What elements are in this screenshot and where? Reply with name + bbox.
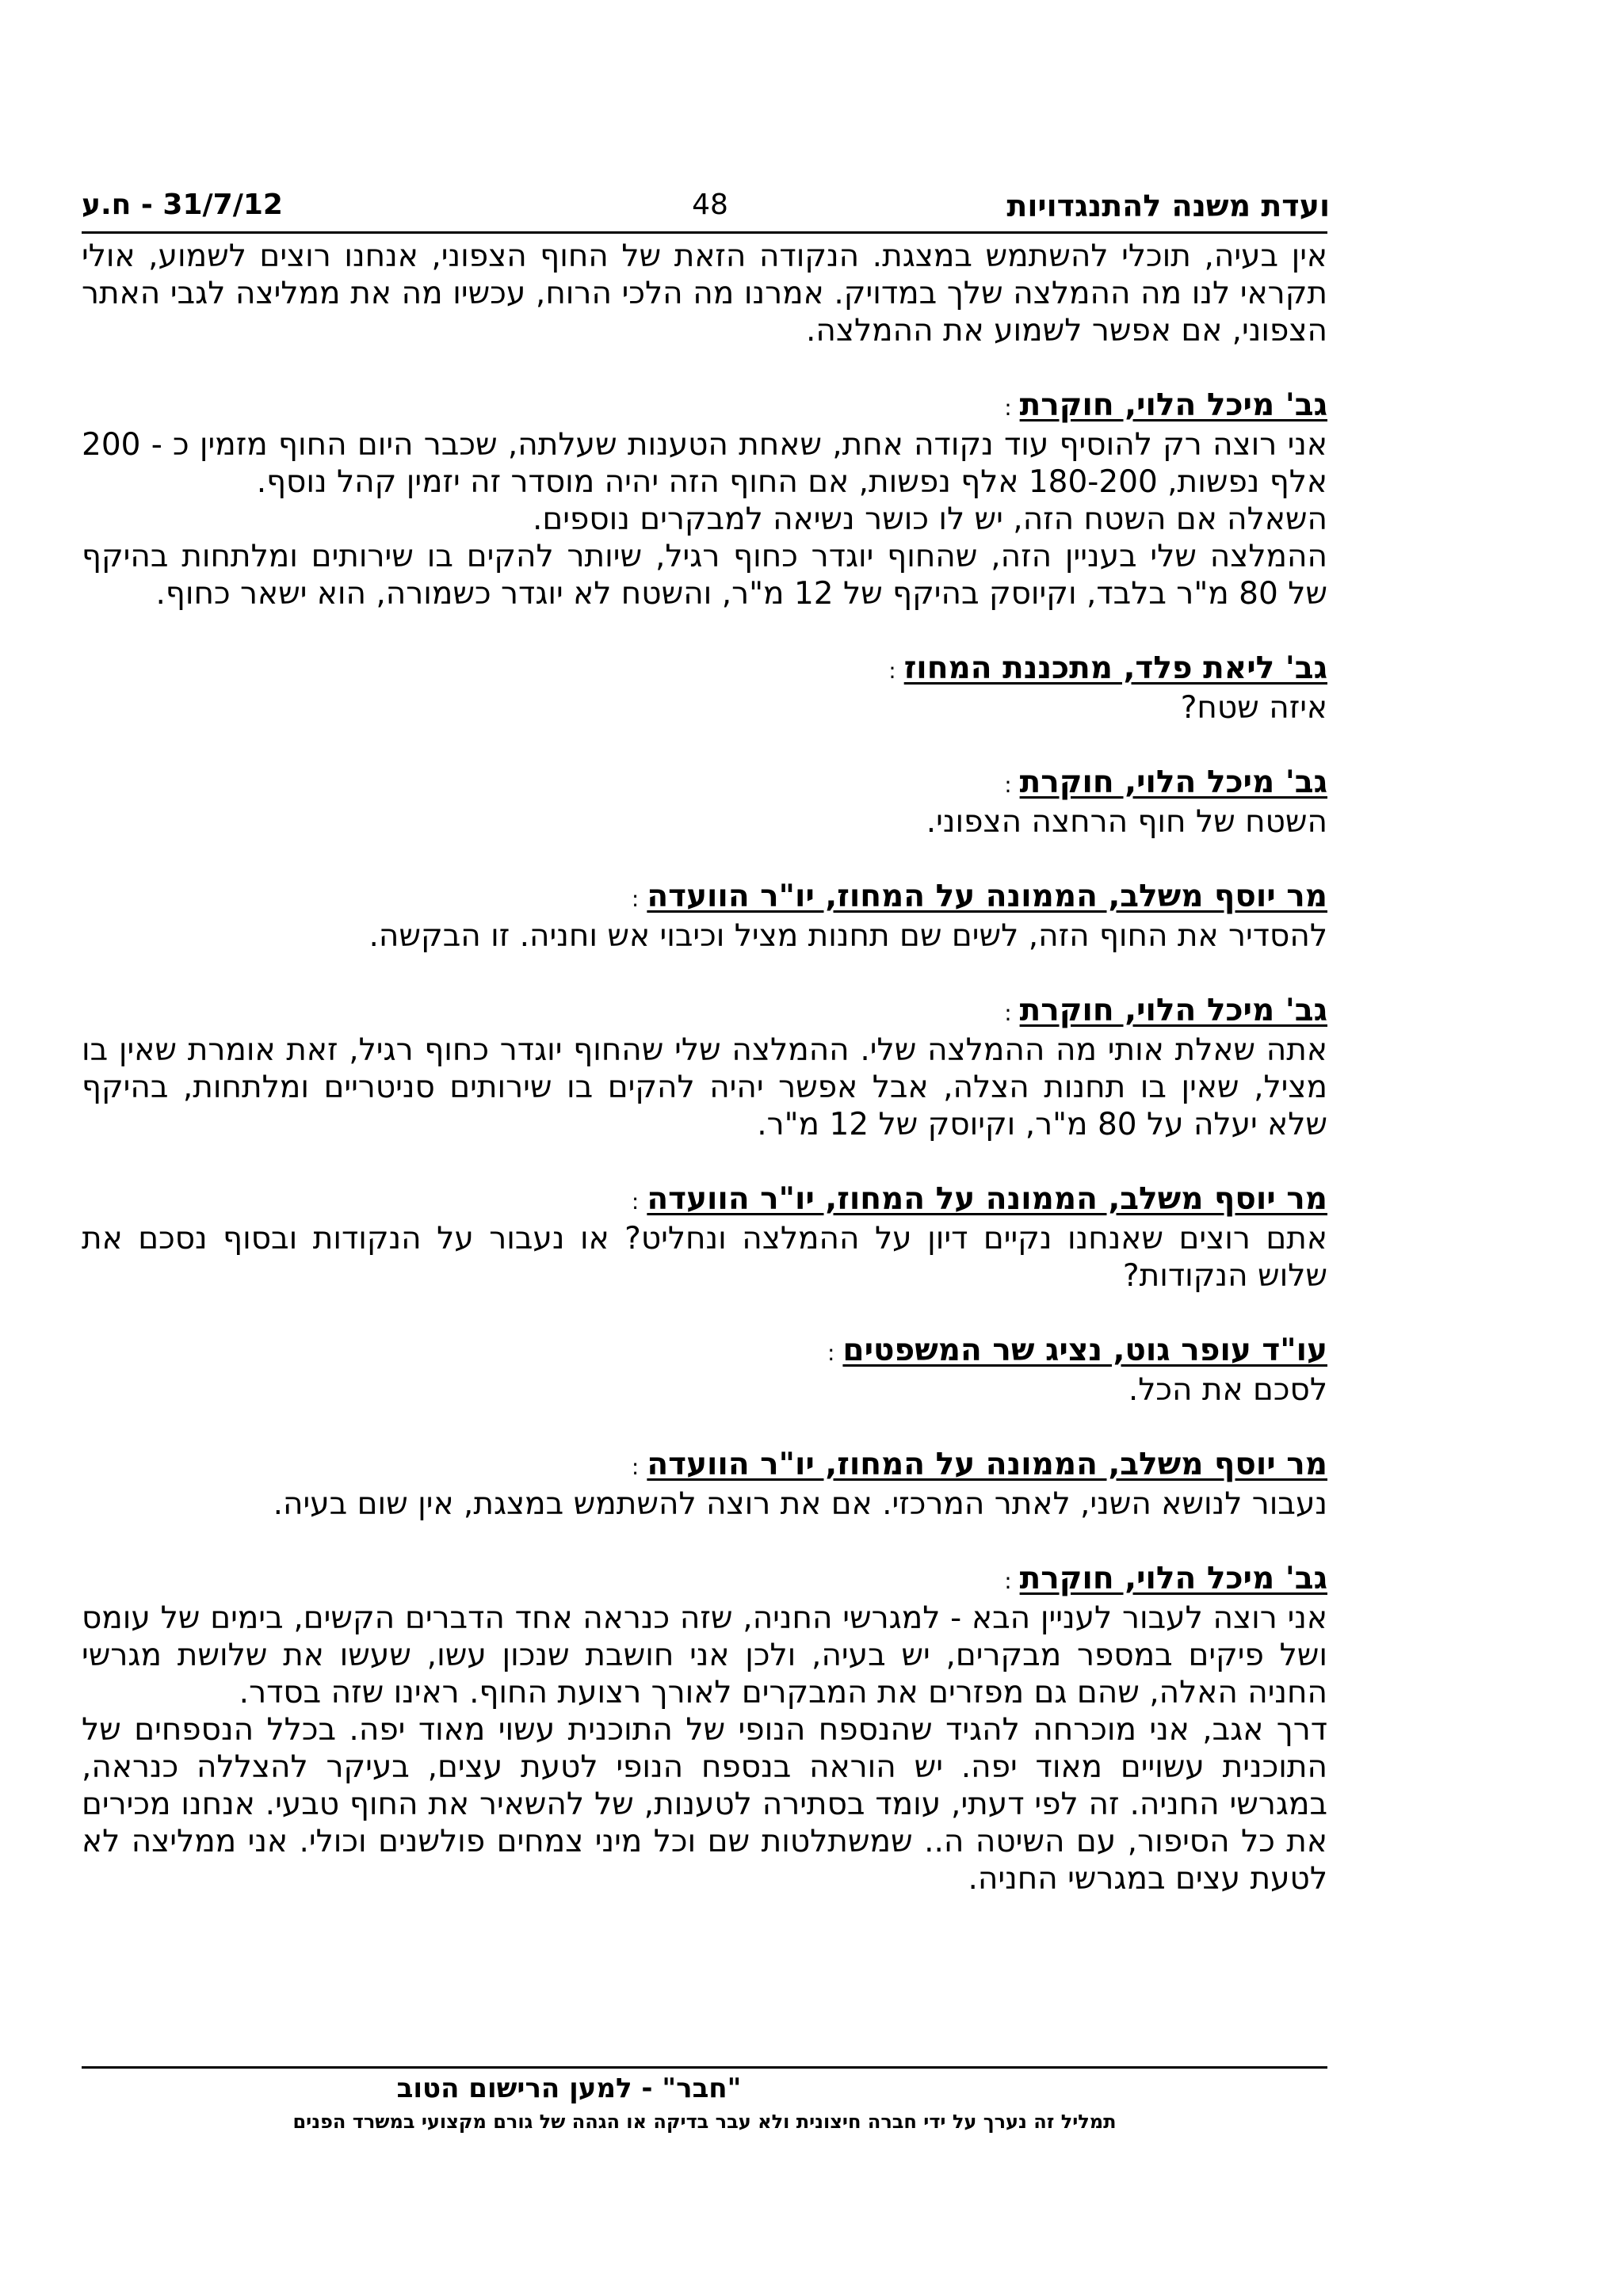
transcript-block (82, 1560, 1327, 1897)
committee-name: ועדת משנה להתנגדויות (1006, 189, 1330, 223)
transcript-block (82, 878, 1327, 955)
speaker-heading: גב' מיכל הלוי, חוקרת: (1004, 387, 1327, 423)
transcript-block (82, 992, 1327, 1143)
footer-title: "חבר" - למען הרישום הטוב (396, 2073, 742, 2104)
transcript-block (82, 1332, 1327, 1409)
footer-disclaimer: תמליל זה נערך על ידי חברה חיצונית ולא עבר בדיקה או הגהה של גורם מקצועי במשרד הפנים (292, 2111, 1117, 2133)
speech-text: אתם רוצים שאנחנו נקיים דיון על ההמלצה ונחליט? או נעבור על הנקודות ובסוף נסכם את שלוש הנקודות? (82, 1221, 1327, 1294)
speaker-heading: גב' מיכל הלוי, חוקרת: (1004, 993, 1327, 1028)
speaker-heading: מר יוסף משלב, הממונה על המחוז, יו"ר הוועדה: (631, 1447, 1327, 1482)
transcript-block (82, 1446, 1327, 1523)
speech-text: אין בעיה, תוכלי להשתמש במצגת. הנקודה הזאת של החוף הצפוני, אנחנו רוצים לשמוע, אולי תקראי לנו מה ההמלצה שלך במדויק. אמרנו מה הלכי הרוח, עכשיו מה את ממליצה לגבי האתר הצפוני, אם אפשר לשמוע את ההמלצה. (82, 238, 1327, 349)
transcript-block (82, 387, 1327, 612)
speech-text: להסדיר את החוף הזה, לשים שם תחנות מציל וכיבוי אש וחניה. זו הבקשה. (369, 918, 1327, 954)
speech-text: אתה שאלת אותי מה ההמלצה שלי. ההמלצה שלי שהחוף יוגדר כחוף רגיל, זאת אומרת שאין בו מציל, שאין בו תחנות הצלה, אבל אפשר יהיה להקים בו שירותים סניטריים ומלתחות, בהיקף שלא יעלה על 80 מ"ר, וקיוסק של 12 מ"ר. (82, 1032, 1327, 1142)
speech-text: נעבור לנושא השני, לאתר המרכזי. אם את רוצה להשתמש במצגת, אין שום בעיה. (273, 1486, 1327, 1522)
page-number: 48 (692, 189, 728, 221)
transcript-block (82, 650, 1327, 727)
speaker-heading: גב' ליאת פלד, מתכננת המחוז: (888, 650, 1327, 686)
speaker-name: מר יוסף משלב, הממונה על המחוז, יו"ר הוועדה (647, 1181, 1327, 1217)
speech-text: אני רוצה רק להוסיף עוד נקודה אחת, שאחת הטענות שעלתה, שכבר היום החוף מזמין כ - 200 אלף נפשות, 180-200 אלף נפשות, אם החוף הזה יהיה מוסדר זה יזמין קהל נוסף. (82, 427, 1327, 500)
speech-text: השאלה אם השטח הזה, יש לו כושר נשיאה למבקרים נוספים. (532, 502, 1327, 537)
speech-text: איזה שטח? (1180, 690, 1327, 726)
speaker-name: גב' ליאת פלד, מתכננת המחוז (903, 650, 1327, 686)
speaker-heading: גב' מיכל הלוי, חוקרת: (1004, 765, 1327, 800)
speaker-name: עו"ד עופר גוט, נציג שר המשפטים (842, 1333, 1327, 1368)
speaker-heading: עו"ד עופר גוט, נציג שר המשפטים: (827, 1333, 1327, 1368)
speaker-heading: גב' מיכל הלוי, חוקרת: (1004, 1561, 1327, 1596)
speaker-name: מר יוסף משלב, הממונה על המחוז, יו"ר הוועדה (647, 1447, 1327, 1482)
speech-text: ההמלצה שלי בעניין הזה, שהחוף יוגדר כחוף רגיל, שיותר להקים בו שירותים ומלתחות בהיקף של 80 מ"ר בלבד, וקיוסק בהיקף של 12 מ"ר, והשטח לא יוגדר כשמורה, הוא ישאר כחוף. (82, 539, 1327, 612)
speech-text: לסכם את הכל. (1128, 1372, 1327, 1408)
speech-text: אני רוצה לעבור לעניין הבא - למגרשי החניה, שזה כנראה אחד הדברים הקשים, בימים של עומס ושל פיקים במספר מבקרים, יש בעיה, ולכן אני חושבת שנכון עשו, שעשו את שלושת מגרשי החניה האלה, שהם גם מפזרים את המבקרים לאורך רצועת החוף. ראינו שזה בסדר. (82, 1600, 1327, 1711)
header-divider (82, 231, 1327, 234)
footer-divider (82, 2066, 1327, 2069)
transcript-block (82, 1180, 1327, 1295)
speaker-name: מר יוסף משלב, הממונה על המחוז, יו"ר הוועדה (647, 879, 1327, 914)
speech-text: דרך אגב, אני מוכרחה להגיד שהנספח הנופי של התוכנית עשוי מאוד יפה. בכלל הנספחים של התוכנית עשויים מאוד יפה. יש הוראה בנספח הנופי לטעת עצים, בעיקר להצללה כנראה, במגרשי החניה. זה לפי דעתי, עומד בסתירה לטענות, של להשאיר את החוף טבעי. אנחנו מכירים את כל הסיפור, עם השיטה ה.. שמשתלטות שם וכל מיני צמחים פולשנים וכולי. אני ממליצה לא לטעת עצים במגרשי החניה. (82, 1712, 1327, 1897)
date-initials: 31/7/12 - ח.ע (82, 189, 283, 221)
speaker-name: גב' מיכל הלוי, חוקרת (1019, 765, 1327, 800)
speaker-name: גב' מיכל הלוי, חוקרת (1019, 1561, 1327, 1596)
speaker-name: גב' מיכל הלוי, חוקרת (1019, 993, 1327, 1028)
speaker-name: גב' מיכל הלוי, חוקרת (1019, 387, 1327, 423)
transcript-block (82, 764, 1327, 841)
speaker-heading: מר יוסף משלב, הממונה על המחוז, יו"ר הוועדה: (631, 879, 1327, 914)
speech-text: השטח של חוף הרחצה הצפוני. (926, 804, 1327, 840)
speaker-heading: מר יוסף משלב, הממונה על המחוז, יו"ר הוועדה: (631, 1181, 1327, 1217)
transcript-body (82, 238, 1327, 1897)
transcript-block (82, 238, 1327, 349)
